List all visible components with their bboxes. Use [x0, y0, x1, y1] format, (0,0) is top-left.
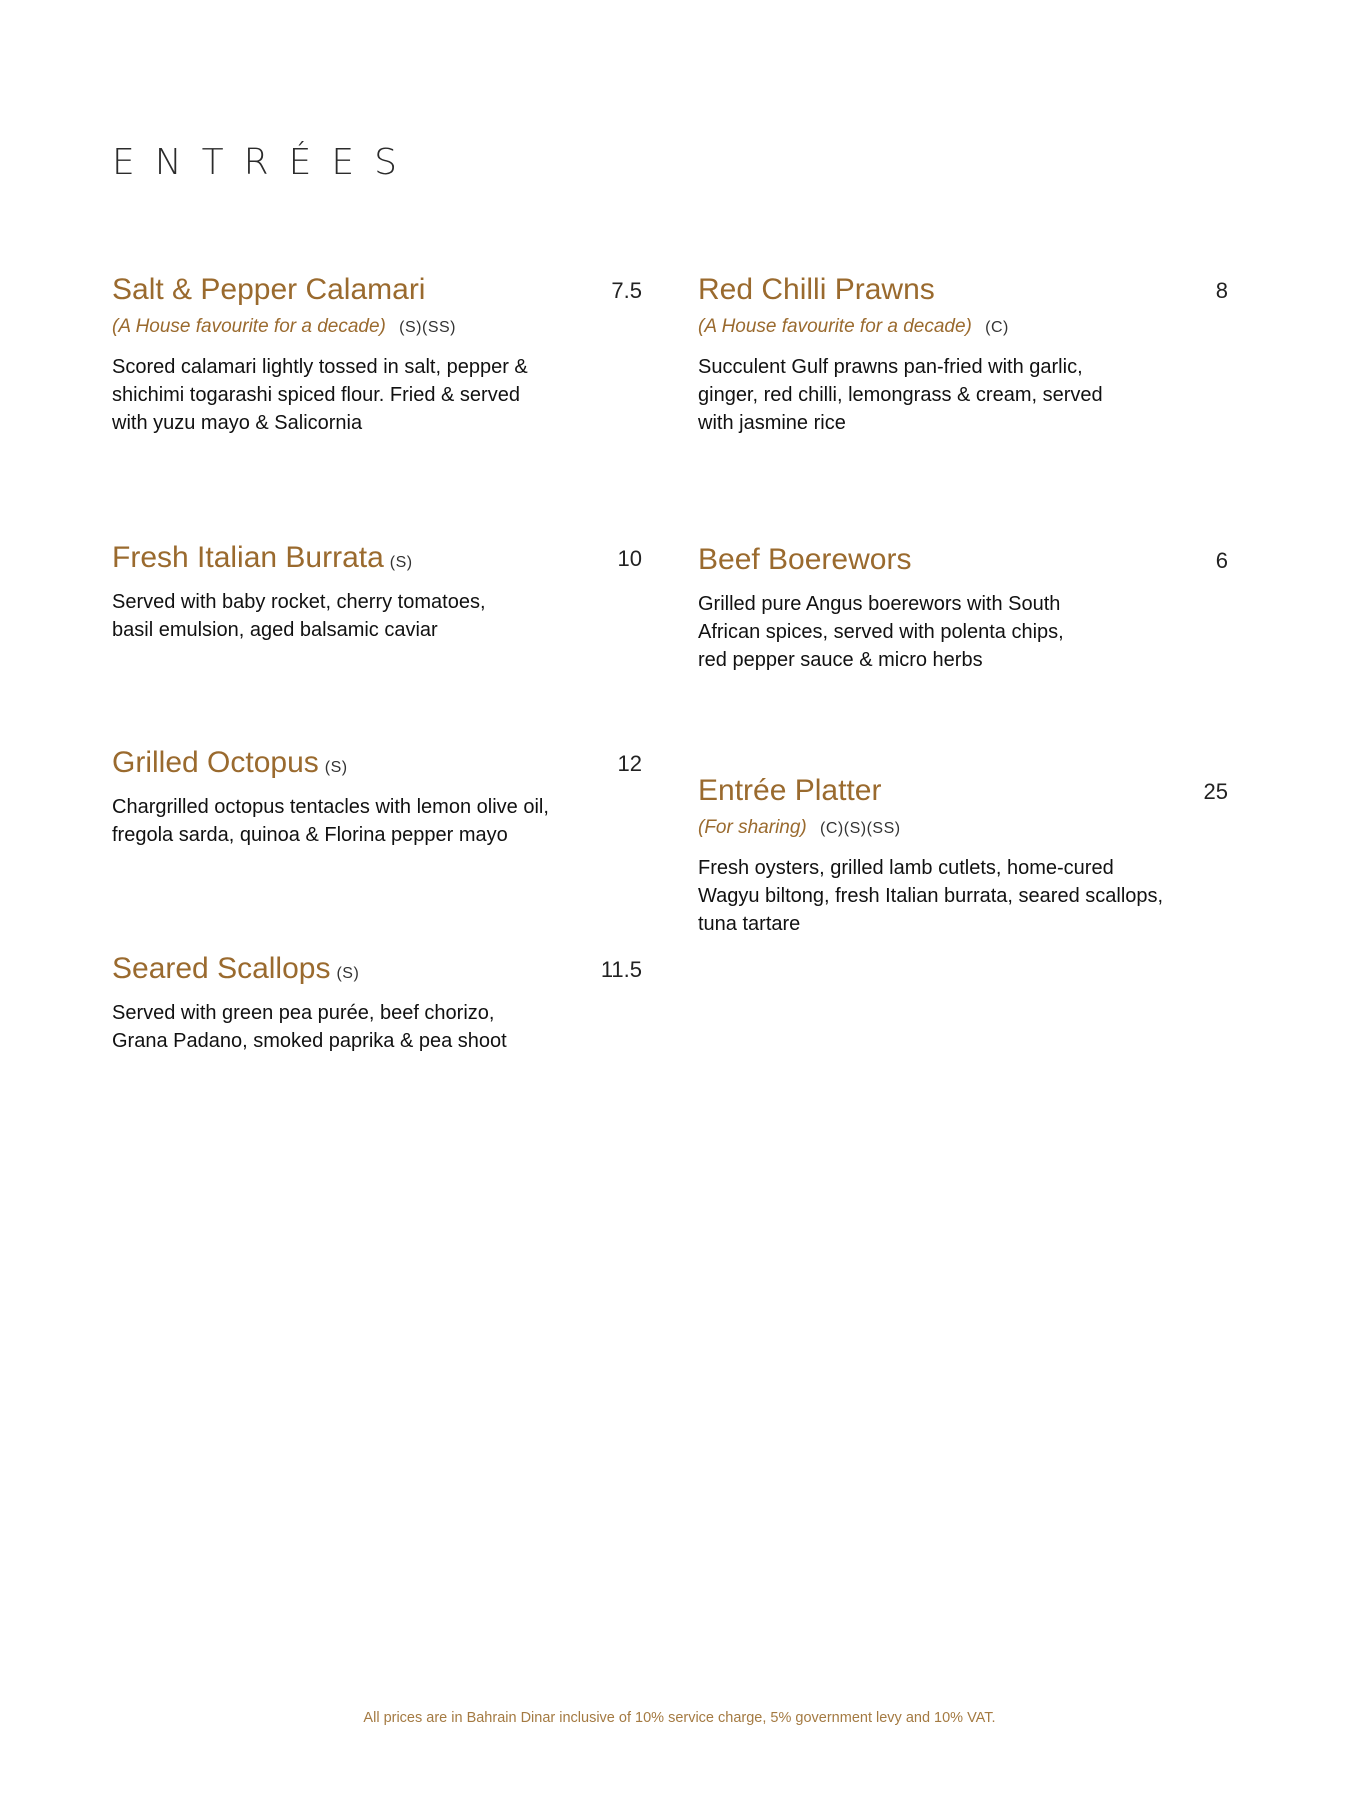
menu-item-name: Entrée Platter [698, 774, 882, 807]
menu-item-header [112, 270, 642, 312]
menu-item-scallops [112, 949, 642, 1055]
menu-item-description: Served with baby rocket, cherry tomatoes, basil emulsion, aged balsamic caviar [112, 591, 486, 641]
menu-item-octopus [112, 743, 642, 849]
footer-price-note: All prices are in Bahrain Dinar inclusive of 10% service charge, 5% government levy and 10% VAT. [363, 1710, 996, 1726]
menu-item-description: Served with green pea purée, beef chorizo, Grana Padano, smoked paprika & pea shoot [112, 1002, 507, 1052]
menu-item-subtitle [698, 314, 1228, 341]
menu-item-calamari [112, 270, 642, 437]
menu-item-header [112, 949, 642, 991]
menu-item-header [112, 538, 642, 580]
menu-item-price: 11.5 [600, 957, 642, 982]
menu-item-header [698, 540, 1228, 582]
menu-item-tag: (S) [336, 965, 360, 982]
menu-item-codes: (C) [985, 319, 1009, 336]
menu-item-tag: (S) [389, 554, 413, 571]
menu-item-header [698, 771, 1228, 813]
menu-item-name: Red Chilli Prawns [698, 273, 935, 306]
menu-item-name: Seared Scallops [112, 952, 331, 985]
menu-item-description: Grilled pure Angus boerewors with South African spices, served with polenta chips, red pepper sauce & micro herbs [698, 593, 1064, 671]
menu-item-burrata [112, 538, 642, 644]
menu-item-description: Scored calamari lightly tossed in salt, pepper & shichimi togarashi spiced flour. Fried & served with yuzu mayo & Salicornia [112, 356, 528, 434]
menu-item-header [112, 743, 642, 785]
menu-item-header [698, 270, 1228, 312]
menu-item-subtitle [698, 815, 1228, 842]
menu-item-codes: (C)(S)(SS) [820, 820, 901, 837]
menu-item-prawns [698, 270, 1228, 437]
menu-item-description: Succulent Gulf prawns pan-fried with garlic, ginger, red chilli, lemongrass & cream, served with jasmine rice [698, 356, 1103, 434]
menu-item-price: 25 [1203, 779, 1228, 804]
menu-item-price: 6 [1215, 548, 1228, 573]
menu-item-price: 10 [617, 546, 642, 571]
menu-item-name: Grilled Octopus [112, 746, 319, 779]
menu-item-note: (A House favourite for a decade) [112, 316, 386, 337]
menu-item-codes: (S)(SS) [399, 319, 456, 336]
menu-item-name: Fresh Italian Burrata [112, 541, 384, 574]
menu-item-name: Salt & Pepper Calamari [112, 273, 426, 306]
menu-item-description: Fresh oysters, grilled lamb cutlets, home-cured Wagyu biltong, fresh Italian burrata, seared scallops, tuna tartare [698, 857, 1164, 935]
menu-item-boerewors [698, 540, 1228, 674]
page-title: ENTRÉES [112, 142, 418, 183]
menu-item-name: Beef Boerewors [698, 543, 912, 576]
menu-item-description: Chargrilled octopus tentacles with lemon olive oil, fregola sarda, quinoa & Florina pepper mayo [112, 796, 549, 846]
menu-item-price: 7.5 [611, 278, 642, 303]
menu-item-note: (For sharing) [698, 817, 807, 838]
menu-item-platter [698, 771, 1228, 938]
menu-item-subtitle [112, 314, 642, 341]
menu-item-price: 12 [617, 751, 642, 776]
menu-item-note: (A House favourite for a decade) [698, 316, 972, 337]
menu-item-tag: (S) [324, 759, 348, 776]
menu-item-price: 8 [1215, 278, 1228, 303]
